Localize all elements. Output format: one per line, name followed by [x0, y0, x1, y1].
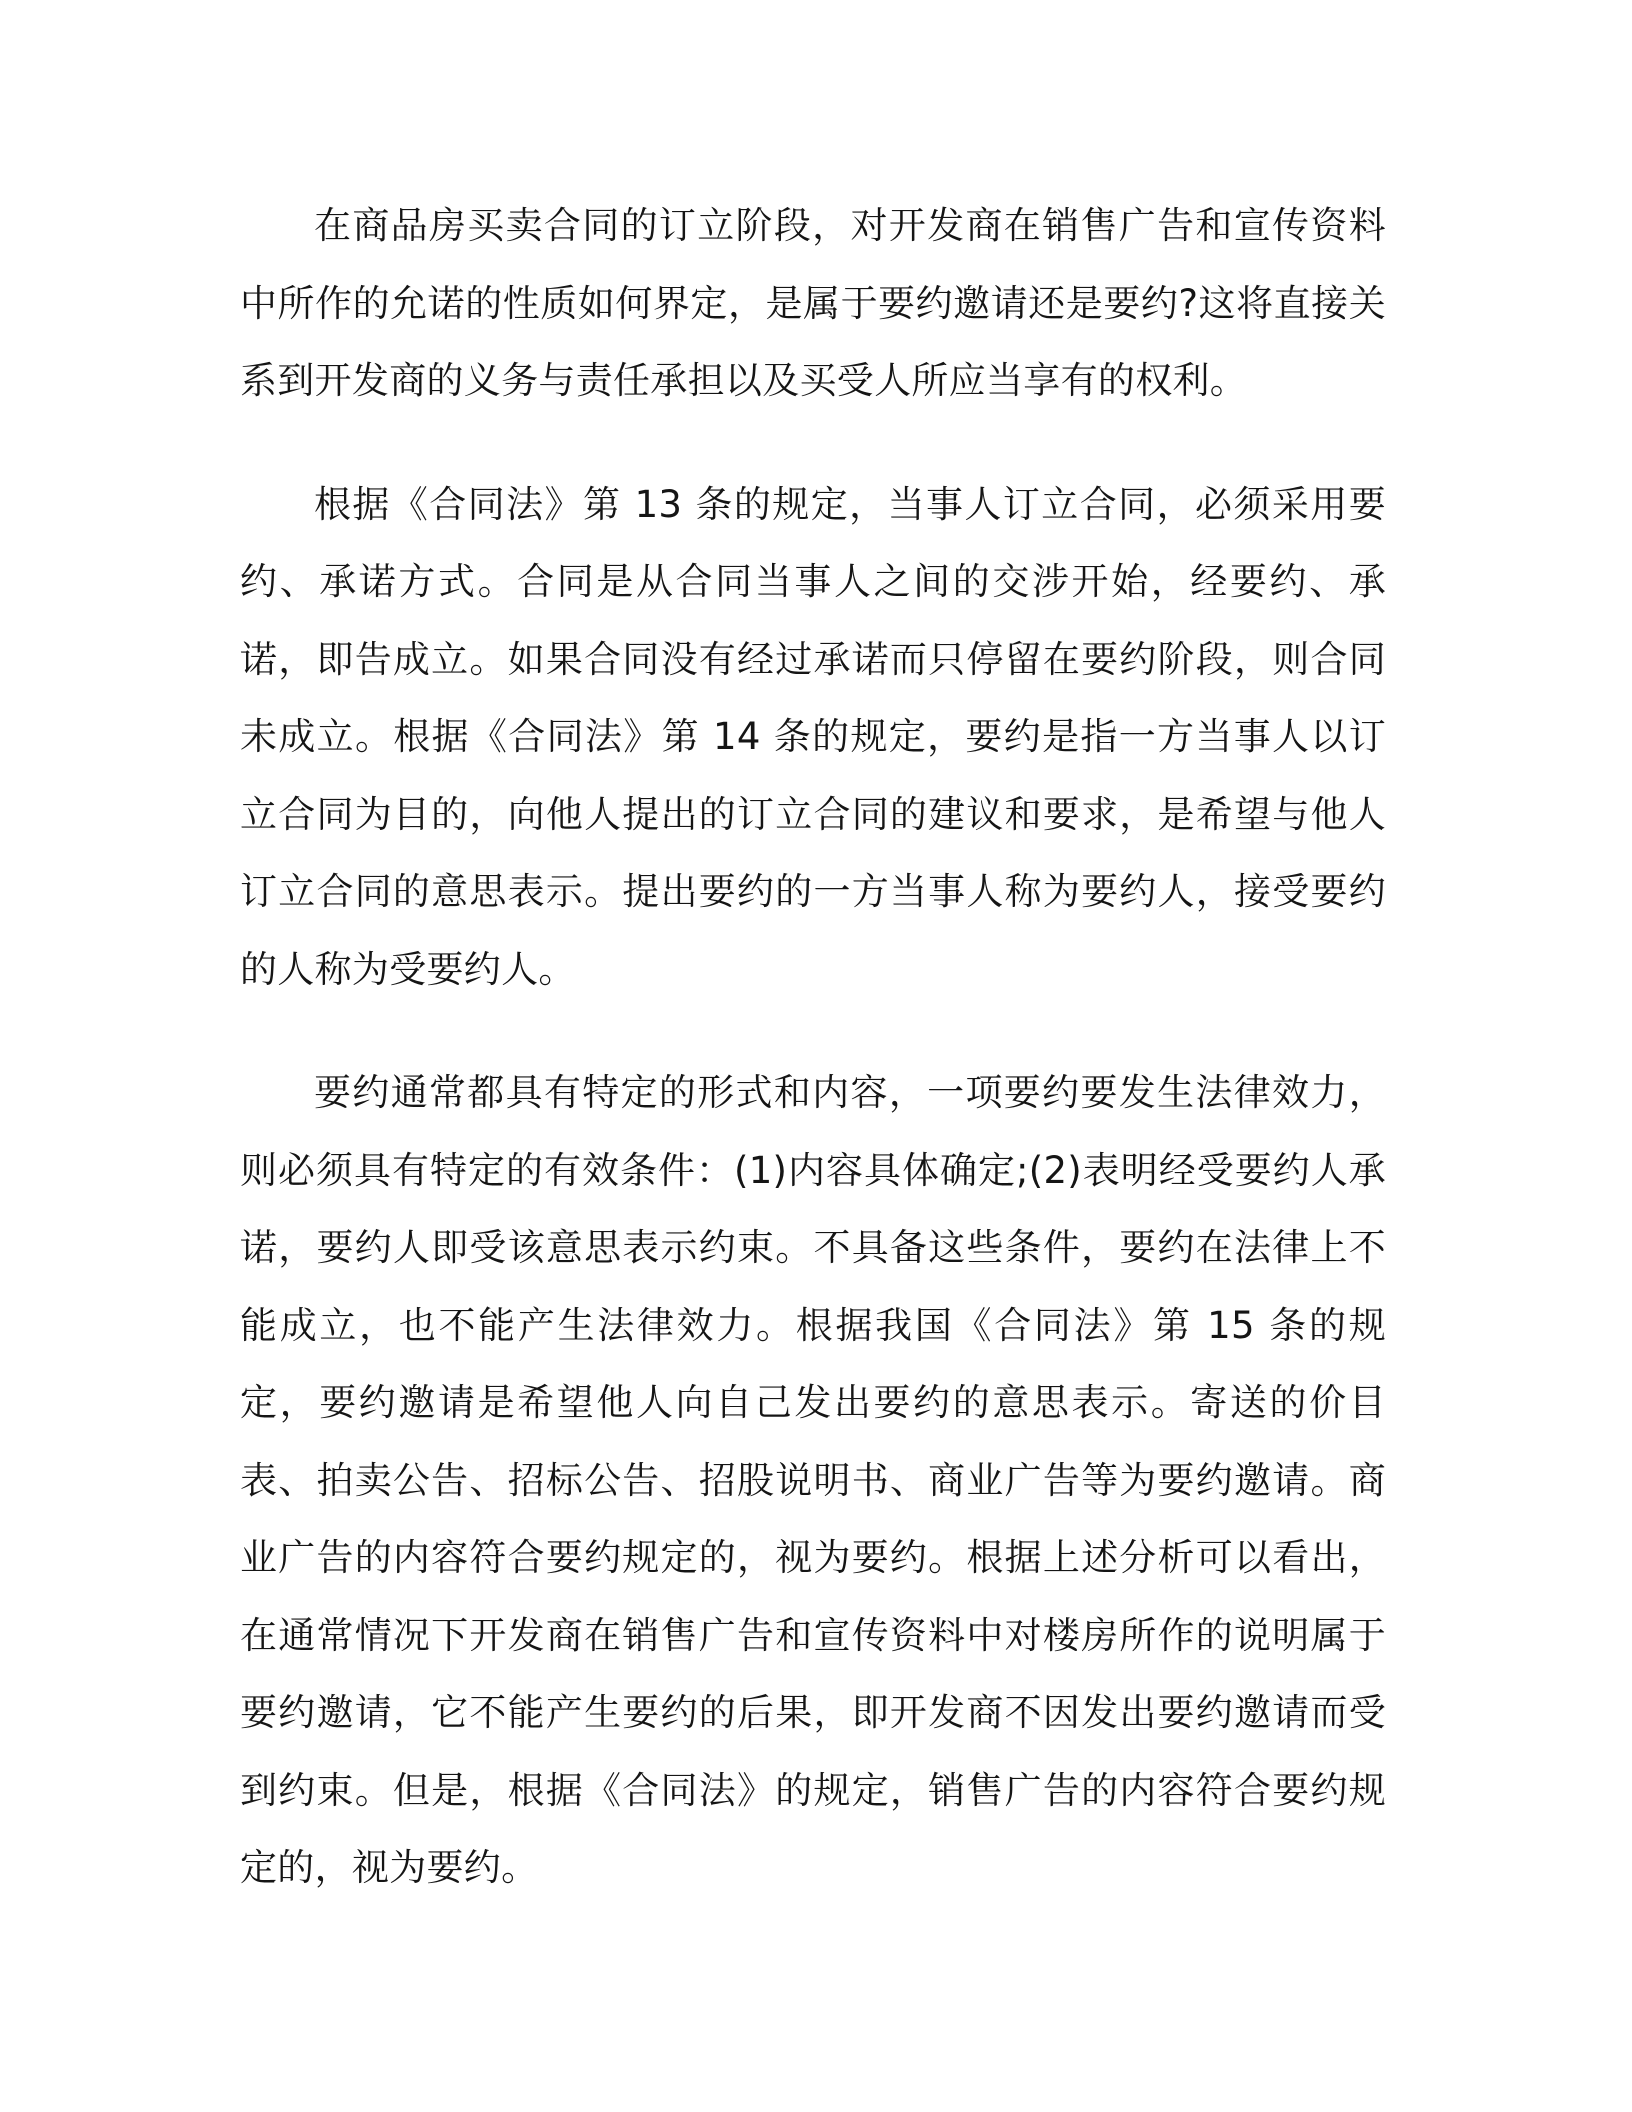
paragraph-offer-conditions: 要约通常都具有特定的形式和内容，一项要约要发生法律效力，则必须具有特定的有效条件：(1)内容具体确定;(2)表明经受要约人承诺，要约人即受该意思表示约束。不具备这些条件，要约在法律上不能成立，也不能产生法律效力。根据我国《合同法》第 15 条的规定，要约邀请是希望他人向自己发出要约的意思表示。寄送的价目表、拍卖公告、招标公告、招股说明书、商业广告等为要约邀请。商业广告的内容符合要约规定的，视为要约。根据上述分析可以看出，在通常情况下开发商在销售广告和宣传资料中对楼房所作的说明属于要约邀请，它不能产生要约的后果，即开发商不因发出要约邀请而受到约束。但是，根据《合同法》的规定，销售广告的内容符合要约规定的，视为要约。	[240, 1071, 1386, 1889]
paragraph-offer-nature: 在商品房买卖合同的订立阶段，对开发商在销售广告和宣传资料中所作的允诺的性质如何界定，是属于要约邀请还是要约?这将直接关系到开发商的义务与责任承担以及买受人所应当享有的权利。	[240, 204, 1386, 402]
paragraph-contract-law-13-14: 根据《合同法》第 13 条的规定，当事人订立合同，必须采用要约、承诺方式。合同是从合同当事人之间的交涉开始，经要约、承诺，即告成立。如果合同没有经过承诺而只停留在要约阶段，则合同未成立。根据《合同法》第 14 条的规定，要约是指一方当事人以订立合同为目的，向他人提出的订立合同的建议和要求，是希望与他人订立合同的意思表示。提出要约的一方当事人称为要约人，接受要约的人称为受要约人。	[240, 482, 1386, 991]
document-body	[240, 187, 1386, 1907]
